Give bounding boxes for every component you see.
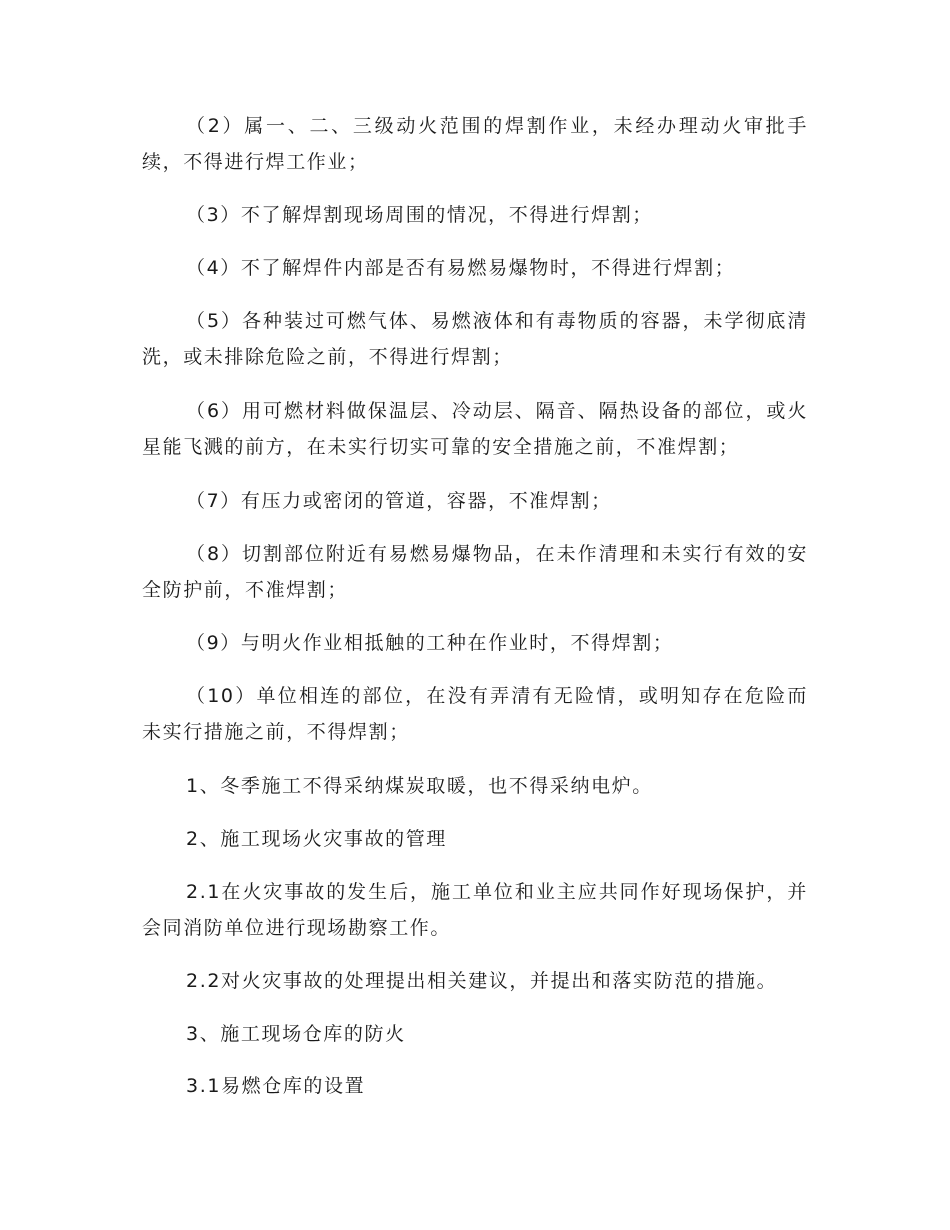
paragraph-item-5: （5）各种装过可燃气体、易燃液体和有毒物质的容器，未学彻底清洗，或未排除危险之前，不得进行焊割； [142,310,808,368]
paragraph-item-6: （6）用可燃材料做保温层、冷动层、隔音、隔热设备的部位，或火星能飞溅的前方，在未实行切实可靠的安全措施之前，不准焊割； [142,400,808,458]
paragraph-item-10: （10）单位相连的部位，在没有弄清有无险情，或明知存在危险而未实行措施之前，不得焊割； [142,685,808,743]
subsection-heading-3-1: 3.1易燃仓库的设置 [186,1075,366,1097]
paragraph-item-4: （4）不了解焊件内部是否有易燃易爆物时，不得进行焊割； [186,257,736,279]
paragraph-item-8: （8）切割部位附近有易燃易爆物品，在未作清理和未实行有效的安全防护前，不准焊割； [142,543,808,601]
paragraph-item-9: （9）与明火作业相抵触的工种在作业时，不得焊割； [186,632,674,654]
paragraph-2-1: 2.1在火灾事故的发生后，施工单位和业主应共同作好现场保护，并会同消防单位进行现场勘察工作。 [142,881,808,939]
paragraph-2-2: 2.2对火灾事故的处理提出相关建议，并提出和落实防范的措施。 [186,970,778,992]
paragraph-winter-heating: 1、冬季施工不得采纳煤炭取暖，也不得采纳电炉。 [186,775,653,797]
section-heading-3: 3、施工现场仓库的防火 [186,1023,406,1045]
section-heading-2: 2、施工现场火灾事故的管理 [186,828,447,850]
paragraph-item-2: （2）属一、二、三级动火范围的焊割作业，未经办理动火审批手续，不得进行焊工作业； [142,115,808,173]
paragraph-item-7: （7）有压力或密闭的管道，容器，不准焊割； [186,490,612,512]
paragraph-item-3: （3）不了解焊割现场周围的情况，不得进行焊割； [186,204,653,226]
